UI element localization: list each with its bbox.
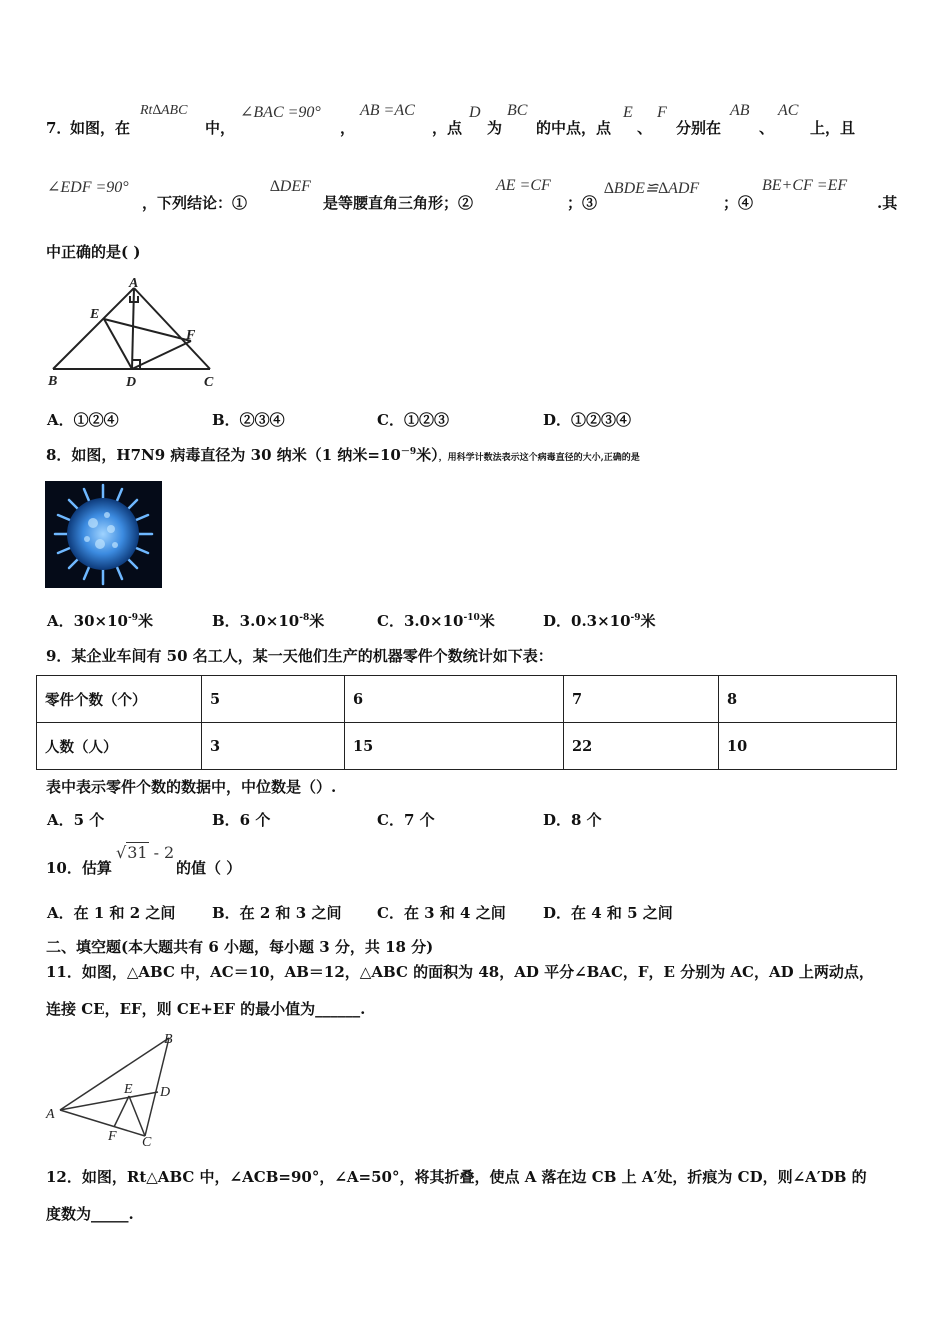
q11-line2: 连接 CE，EF，则 CE+EF 的最小值为______. <box>46 1000 366 1018</box>
table-cell: 7 <box>564 676 719 723</box>
table-cell: 22 <box>564 723 719 770</box>
q8-option-d[interactable]: D．$0.3\times 10^{-9}$米 <box>543 612 656 630</box>
q11-fig-label-b: B <box>164 1032 173 1047</box>
table-cell: 6 <box>345 676 564 723</box>
q7-option-c[interactable]: C．①②③ <box>377 411 449 429</box>
q7-math-angle-bac: ∠BAC =90° <box>240 104 321 121</box>
q7-text: 中， <box>205 119 236 137</box>
q7-text: 如图，在 <box>70 119 131 137</box>
table-row <box>37 723 897 770</box>
q10-option-b[interactable]: B．在 2 和 3 之间 <box>212 904 342 922</box>
table-cell: 10 <box>719 723 897 770</box>
virus-image <box>45 481 162 588</box>
q7-text: ，点 <box>432 119 463 137</box>
q12-line2: 度数为_____. <box>46 1205 134 1223</box>
table-cell: 8 <box>719 676 897 723</box>
q7-math-bc: BC <box>507 102 528 119</box>
q7-fig-label-d: D <box>126 375 137 390</box>
q7-text: 、 <box>637 119 653 137</box>
q11-fig-label-a: A <box>46 1107 55 1122</box>
q11-fig-label-d: D <box>160 1085 171 1100</box>
q7-fig-label-b: B <box>48 374 58 389</box>
q7-text: ， <box>340 119 356 137</box>
q7-text: 、 <box>759 119 775 137</box>
q7-text: ；③ <box>567 194 598 212</box>
q11-line1: 11．如图，△ABC 中，AC＝10，AB＝12，△ABC 的面积为 48，AD 平分∠BAC，F，E 分别为 AC，AD 上两动点， <box>46 963 874 981</box>
q9-option-d[interactable]: D．8 个 <box>543 811 602 829</box>
table-cell: 零件个数（个） <box>37 676 202 723</box>
q7-math-ac: AC <box>778 102 799 119</box>
q8-option-a[interactable]: A．$30\times 10^{-9}$米 <box>47 612 153 630</box>
q7-number: 7． <box>46 119 72 137</box>
q7-math-f: F <box>657 104 667 121</box>
q7-fig-label-c: C <box>204 375 214 390</box>
q10-sqrt-expression: √31 - 2 <box>116 843 175 862</box>
q9-option-a[interactable]: A．5 个 <box>47 811 105 829</box>
q7-math-ab-ac: AB =AC <box>360 102 415 119</box>
q7-option-a[interactable]: A．①②④ <box>47 411 119 429</box>
q7-text: ，下列结论：① <box>142 194 248 212</box>
q12-line1: 12．如图，Rt△ABC 中，∠ACB=90°，∠A=50°，将其折叠，使点 A 落在边 CB 上 A′处，折痕为 CD，则∠A′DB 的 <box>46 1168 867 1186</box>
q9-after-table: 表中表示零件个数的数据中，中位数是（）. <box>46 778 337 796</box>
q7-math-def: ∆DEF <box>270 178 311 195</box>
q7-math-rt-abc: Rt∆ABC <box>140 103 188 118</box>
q9-stem: 9．某企业车间有 50 名工人，某一天他们生产的机器零件个数统计如下表： <box>46 647 553 665</box>
q7-text: 的中点，点 <box>536 119 612 137</box>
q7-math-congruence: ∆BDE≌∆ADF <box>604 180 700 197</box>
q7-text-line3: 中正确的是( ) <box>46 243 141 261</box>
q7-text: 为 <box>487 119 503 137</box>
section-heading: 二、填空题(本大题共有 6 小题，每小题 3 分，共 18 分) <box>46 938 434 956</box>
q7-math-d: D <box>469 104 481 121</box>
q8-stem: 8．如图，H7N9 病毒直径为 30 纳米（1 纳米$=10^{-9}$米），用科学计数法表示这个病毒直径的大小,正确的是 <box>46 446 640 464</box>
q7-fig-label-f: F <box>186 328 196 343</box>
table-cell: 人数（人） <box>37 723 202 770</box>
q7-option-b[interactable]: B．②③④ <box>212 411 285 429</box>
q8-option-c[interactable]: C．$3.0\times 10^{-10}$米 <box>377 612 495 630</box>
q7-math-sum: BE+CF =EF <box>762 177 848 194</box>
q7-triangle-figure <box>44 276 224 392</box>
table-cell: 3 <box>202 723 345 770</box>
q10-option-d[interactable]: D．在 4 和 5 之间 <box>543 904 673 922</box>
q11-fig-label-e: E <box>124 1082 133 1097</box>
q7-math-angle-edf: ∠EDF =90° <box>47 179 129 196</box>
table-cell: 15 <box>345 723 564 770</box>
q10-option-c[interactable]: C．在 3 和 4 之间 <box>377 904 506 922</box>
q11-triangle-figure <box>44 1030 184 1152</box>
q10-number: 10．估算 <box>46 859 112 877</box>
q7-text: 是等腰直角三角形；② <box>323 194 474 212</box>
q9-option-b[interactable]: B．6 个 <box>212 811 271 829</box>
q7-fig-label-a: A <box>129 276 139 291</box>
q8-option-b[interactable]: B．$3.0\times 10^{-8}$米 <box>212 612 325 630</box>
q7-text: .其 <box>877 194 898 212</box>
sqrt-sign-icon: √ <box>116 843 127 862</box>
q10-option-a[interactable]: A．在 1 和 2 之间 <box>47 904 176 922</box>
q7-option-d[interactable]: D．①②③④ <box>543 411 632 429</box>
q7-math-ab: AB <box>730 102 750 119</box>
q11-fig-label-f: F <box>108 1129 117 1144</box>
q9-option-c[interactable]: C．7 个 <box>377 811 435 829</box>
table-row <box>37 676 897 723</box>
q7-text: ；④ <box>723 194 754 212</box>
table-cell: 5 <box>202 676 345 723</box>
q7-math-ae-cf: AE =CF <box>496 177 551 194</box>
q7-math-e: E <box>623 104 633 121</box>
q11-fig-label-c: C <box>142 1135 152 1150</box>
q7-text: 分别在 <box>676 119 722 137</box>
q7-fig-label-e: E <box>90 307 100 322</box>
q10-tail: 的值（ ） <box>176 859 242 877</box>
q9-data-table <box>36 675 897 770</box>
q7-text: 上，且 <box>810 119 856 137</box>
